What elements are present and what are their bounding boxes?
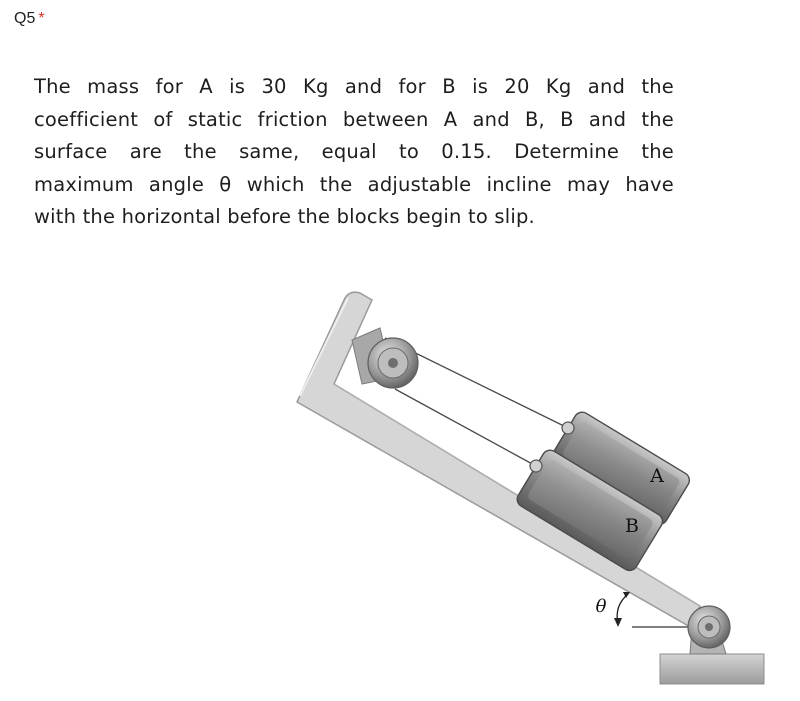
bottom-hinge-pulley (688, 606, 730, 648)
problem-line-4: maximum angle θ which the adjustable incline may have (34, 172, 674, 196)
top-pulley (368, 338, 418, 388)
problem-line-3: surface are the same, equal to 0.15. Determine the (34, 140, 674, 163)
problem-line-1: The mass for A is 30 Kg and for B is 20 Kg and the (34, 75, 674, 98)
angle-label: θ (595, 596, 607, 617)
block-b-label: B (625, 515, 639, 537)
angle-arrowhead-icon (614, 618, 622, 627)
problem-line-2: coefficient of static friction between A and B, B and the (34, 107, 674, 131)
question-number: Q5 (14, 10, 36, 27)
required-asterisk: * (38, 10, 45, 27)
problem-line-5: with the horizontal before the blocks begin to slip. (34, 205, 535, 228)
block-a-label: A (650, 465, 664, 487)
